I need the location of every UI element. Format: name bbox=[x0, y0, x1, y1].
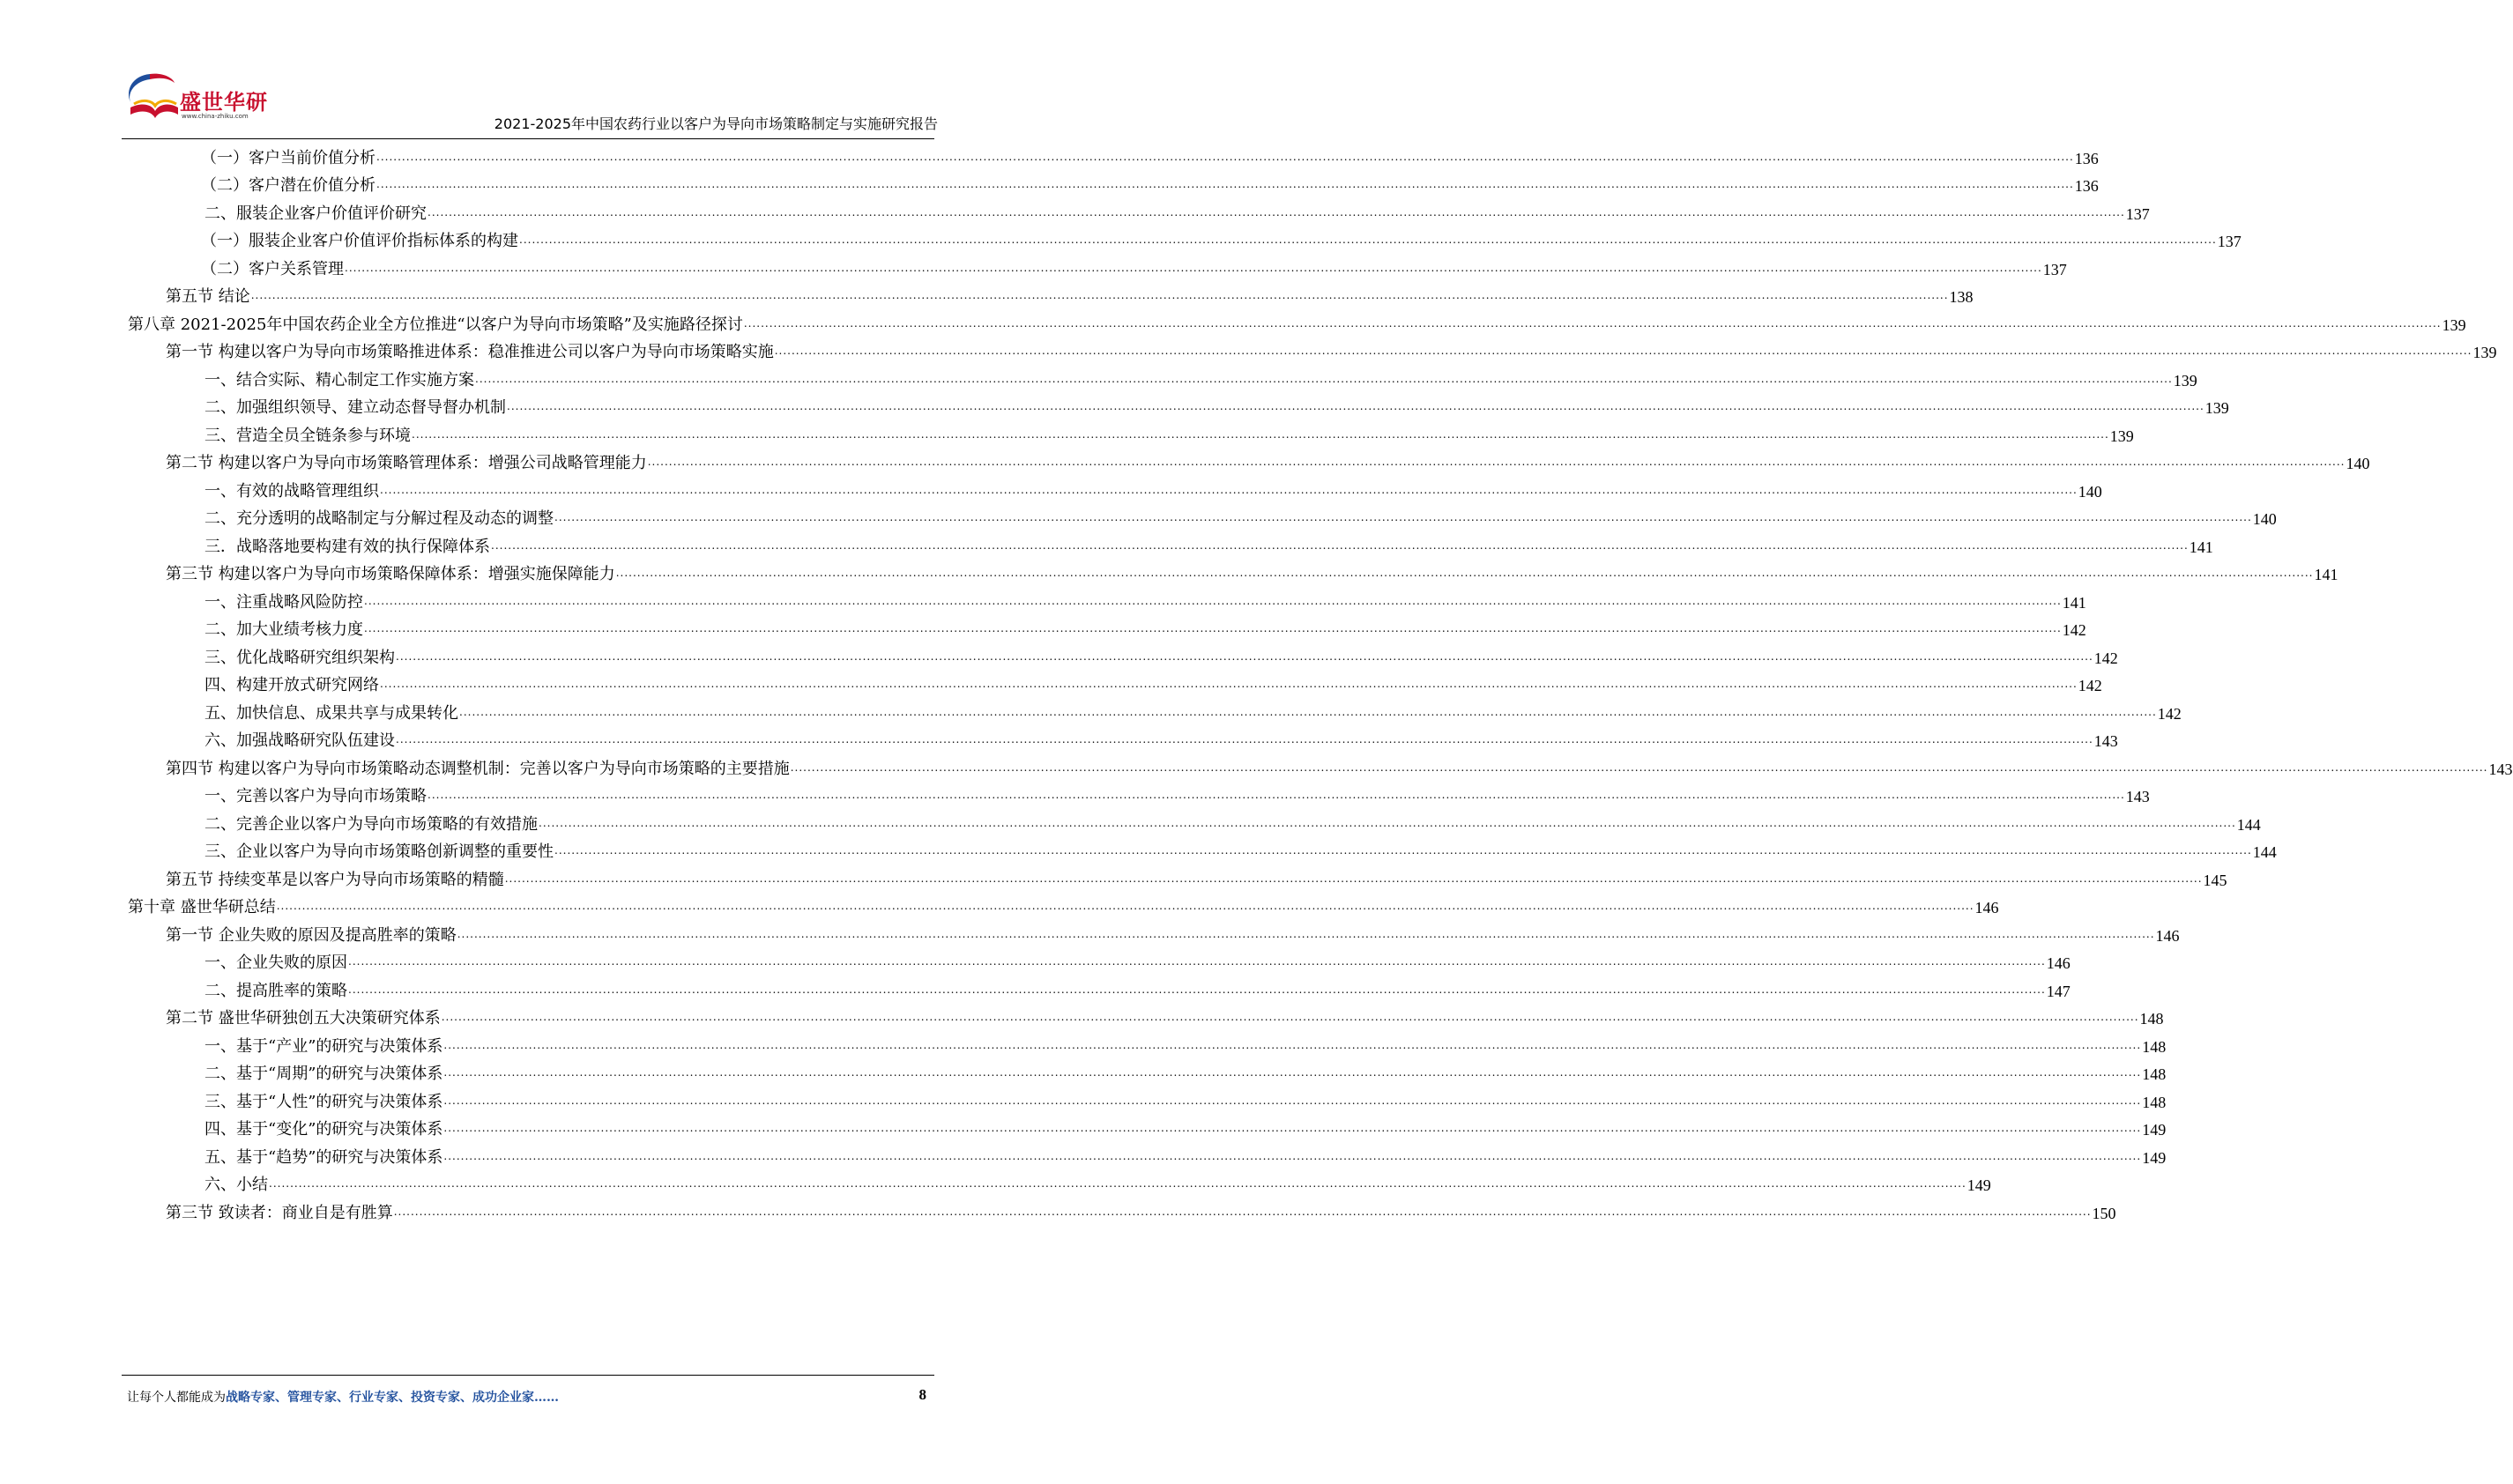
toc-leader-dots: ................................................................................................................................................................................................................................................................................................................................................................................................................ bbox=[364, 622, 2062, 634]
toc-entry-page: 148 bbox=[2142, 1093, 2167, 1111]
toc-entry-page: 144 bbox=[2252, 843, 2277, 862]
toc-entry-page: 137 bbox=[2217, 233, 2242, 251]
toc-entry[interactable] bbox=[204, 422, 2134, 450]
toc-entry-page: 146 bbox=[1974, 899, 1999, 917]
toc-entry-title: 四、构建开放式研究网络 bbox=[204, 676, 379, 695]
footer-divider bbox=[122, 1375, 934, 1376]
toc-entry-title: 第一节 企业失败的原因及提高胜率的策略 bbox=[166, 925, 457, 945]
header-divider bbox=[122, 138, 934, 139]
toc-leader-dots: ................................................................................................................................................................................................................................................................................................................................................................................................................ bbox=[507, 400, 2204, 412]
toc-entry[interactable] bbox=[166, 755, 2513, 783]
toc-entry-page: 139 bbox=[2173, 371, 2197, 390]
toc-entry[interactable] bbox=[204, 506, 2277, 534]
toc-leader-dots: ................................................................................................................................................................................................................................................................................................................................................................................................................ bbox=[615, 567, 2314, 579]
toc-entry-page: 148 bbox=[2139, 1010, 2164, 1028]
toc-leader-dots: ................................................................................................................................................................................................................................................................................................................................................................................................................ bbox=[443, 1149, 2142, 1162]
toc-entry[interactable] bbox=[166, 339, 2497, 367]
toc-entry-title: 第二节 盛世华研独创五大决策研究体系 bbox=[166, 1009, 441, 1028]
logo-url: www.china-zhiku.com bbox=[182, 113, 249, 120]
toc-entry-page: 142 bbox=[2157, 704, 2182, 723]
toc-entry-title: 二、加大业绩考核力度 bbox=[204, 620, 363, 640]
toc-entry-page: 144 bbox=[2236, 815, 2261, 834]
footer-slogan bbox=[127, 1388, 559, 1406]
toc-entry-title: 五、加快信息、成果共享与成果转化 bbox=[204, 703, 458, 723]
report-title: 2021-2025年中国农药行业以客户为导向市场策略制定与实施研究报告 bbox=[494, 115, 938, 132]
toc-entry[interactable] bbox=[204, 478, 2102, 506]
toc-entry-page: 141 bbox=[2314, 566, 2338, 584]
toc-entry[interactable] bbox=[204, 1088, 2167, 1117]
toc-leader-dots: ................................................................................................................................................................................................................................................................................................................................................................................................................ bbox=[269, 1177, 1967, 1190]
toc-entry[interactable] bbox=[204, 617, 2086, 645]
toc-entry-page: 149 bbox=[2142, 1148, 2167, 1167]
toc-entry[interactable] bbox=[166, 1199, 2116, 1228]
toc-entry[interactable] bbox=[204, 1033, 2167, 1061]
toc-leader-dots: ................................................................................................................................................................................................................................................................................................................................................................................................................ bbox=[790, 761, 2488, 774]
toc-entry[interactable] bbox=[201, 173, 2099, 201]
toc-entry[interactable] bbox=[166, 866, 2227, 894]
toc-leader-dots: ................................................................................................................................................................................................................................................................................................................................................................................................................ bbox=[554, 844, 2252, 857]
toc-entry-title: 三．战略落地要构建有效的执行保障体系 bbox=[204, 537, 490, 556]
toc-entry-page: 142 bbox=[2093, 649, 2118, 667]
toc-entry[interactable] bbox=[201, 256, 2067, 284]
toc-leader-dots: ................................................................................................................................................................................................................................................................................................................................................................................................................ bbox=[539, 816, 2236, 829]
toc-entry-page: 137 bbox=[2125, 204, 2150, 223]
toc-leader-dots: ................................................................................................................................................................................................................................................................................................................................................................................................................ bbox=[554, 511, 2252, 523]
footer-slogan-prefix: 让每个人都能成为 bbox=[127, 1391, 226, 1405]
toc-entry-title: （一）客户当前价值分析 bbox=[201, 148, 375, 167]
toc-entry-page: 143 bbox=[2093, 732, 2118, 751]
toc-entry-title: （一）服装企业客户价值评价指标体系的构建 bbox=[201, 232, 518, 251]
toc-leader-dots: ................................................................................................................................................................................................................................................................................................................................................................................................................ bbox=[396, 733, 2093, 746]
toc-entry-page: 139 bbox=[2109, 427, 2134, 445]
toc-entry-title: 二、服装企业客户价值评价研究 bbox=[204, 204, 427, 223]
toc-leader-dots: ................................................................................................................................................................................................................................................................................................................................................................................................................ bbox=[443, 1038, 2142, 1051]
toc-entry[interactable] bbox=[204, 1172, 1991, 1200]
toc-entry-page: 139 bbox=[2442, 315, 2466, 334]
company-logo bbox=[123, 69, 273, 130]
toc-entry-title: （二）客户潜在价值分析 bbox=[201, 176, 375, 196]
toc-entry-title: 第三节 致读者：商业自是有胜算 bbox=[166, 1203, 393, 1222]
toc-leader-dots: ................................................................................................................................................................................................................................................................................................................................................................................................................ bbox=[345, 261, 2042, 274]
toc-entry-title: 五、基于“趋势”的研究与决策体系 bbox=[204, 1147, 443, 1167]
toc-leader-dots: ................................................................................................................................................................................................................................................................................................................................................................................................................ bbox=[457, 927, 2155, 940]
toc-leader-dots: ................................................................................................................................................................................................................................................................................................................................................................................................................ bbox=[364, 594, 2062, 607]
toc-entry-title: 三、营造全员全链条参与环境 bbox=[204, 426, 411, 445]
toc-entry[interactable] bbox=[204, 1144, 2167, 1172]
toc-entry[interactable] bbox=[204, 589, 2086, 617]
toc-entry-title: 第四节 构建以客户为导向市场策略动态调整机制：完善以客户为导向市场策略的主要措施 bbox=[166, 759, 790, 778]
toc-entry-page: 140 bbox=[2252, 510, 2277, 529]
toc-entry[interactable] bbox=[204, 728, 2118, 756]
toc-entry[interactable] bbox=[204, 672, 2102, 701]
toc-entry-title: 三、优化战略研究组织架构 bbox=[204, 648, 395, 667]
toc-leader-dots: ................................................................................................................................................................................................................................................................................................................................................................................................................ bbox=[475, 372, 2173, 385]
toc-entry-page: 136 bbox=[2074, 177, 2099, 196]
toc-leader-dots: ................................................................................................................................................................................................................................................................................................................................................................................................................ bbox=[380, 678, 2078, 690]
toc-entry-title: 一、注重战略风险防控 bbox=[204, 592, 363, 612]
toc-entry-page: 139 bbox=[2472, 344, 2497, 362]
toc-entry-page: 147 bbox=[2046, 982, 2071, 1000]
toc-entry[interactable] bbox=[204, 1117, 2167, 1145]
toc-entry-title: 一、基于“产业”的研究与决策体系 bbox=[204, 1036, 443, 1056]
toc-leader-dots: ................................................................................................................................................................................................................................................................................................................................................................................................................ bbox=[396, 649, 2093, 663]
toc-entry-page: 149 bbox=[2142, 1121, 2167, 1139]
toc-entry-page: 142 bbox=[2062, 621, 2086, 640]
toc-entry-page: 142 bbox=[2078, 677, 2102, 695]
toc-leader-dots: ................................................................................................................................................................................................................................................................................................................................................................................................................ bbox=[412, 427, 2109, 441]
toc-entry-title: 一、结合实际、精心制定工作实施方案 bbox=[204, 370, 474, 390]
toc-entry-page: 146 bbox=[2046, 954, 2071, 973]
toc-leader-dots: ................................................................................................................................................................................................................................................................................................................................................................................................................ bbox=[348, 983, 2046, 996]
toc-entry[interactable] bbox=[204, 977, 2071, 1005]
toc-entry[interactable] bbox=[166, 450, 2370, 479]
toc-entry-title: 第二节 构建以客户为导向市场策略管理体系：增强公司战略管理能力 bbox=[166, 454, 647, 473]
toc-entry[interactable] bbox=[204, 783, 2150, 812]
toc-entry[interactable] bbox=[204, 644, 2118, 672]
toc-entry-page: 140 bbox=[2346, 455, 2370, 473]
toc-entry-page: 137 bbox=[2042, 260, 2067, 278]
toc-entry-page: 148 bbox=[2142, 1065, 2167, 1084]
toc-entry-title: 六、小结 bbox=[204, 1176, 268, 1195]
toc-leader-dots: ................................................................................................................................................................................................................................................................................................................................................................................................................ bbox=[519, 234, 2217, 246]
toc-entry-title: 第一节 构建以客户为导向市场策略推进体系：稳准推进公司以客户为导向市场策略实施 bbox=[166, 343, 774, 362]
toc-entry-title: 一、完善以客户为导向市场策略 bbox=[204, 787, 427, 806]
toc-entry-page: 145 bbox=[2203, 871, 2227, 889]
toc-entry-title: 二、完善企业以客户为导向市场策略的有效措施 bbox=[204, 814, 538, 834]
toc-entry-title: 第五节 结论 bbox=[166, 287, 250, 307]
toc-entry[interactable] bbox=[204, 200, 2150, 228]
toc-entry-page: 143 bbox=[2125, 788, 2150, 806]
toc-entry[interactable] bbox=[201, 228, 2242, 256]
toc-leader-dots: ................................................................................................................................................................................................................................................................................................................................................................................................................ bbox=[504, 872, 2203, 885]
toc-entry[interactable] bbox=[204, 811, 2261, 839]
toc-entry-title: （二）客户关系管理 bbox=[201, 259, 344, 278]
toc-leader-dots: ................................................................................................................................................................................................................................................................................................................................................................................................................ bbox=[743, 316, 2442, 330]
toc-entry-page: 139 bbox=[2204, 399, 2229, 418]
toc-entry-page: 150 bbox=[2092, 1204, 2116, 1222]
toc-entry-title: 四、基于“变化”的研究与决策体系 bbox=[204, 1120, 443, 1139]
toc-entry-page: 138 bbox=[1949, 288, 1974, 307]
toc-entry-title: 二、充分透明的战略制定与分解过程及动态的调整 bbox=[204, 509, 554, 529]
toc-leader-dots: ................................................................................................................................................................................................................................................................................................................................................................................................................ bbox=[376, 178, 2074, 190]
toc-entry-title: 三、基于“人性”的研究与决策体系 bbox=[204, 1092, 443, 1111]
toc-entry-title: 二、基于“周期”的研究与决策体系 bbox=[204, 1065, 443, 1084]
toc-entry-title: 二、提高胜率的策略 bbox=[204, 981, 347, 1000]
toc-entry[interactable] bbox=[204, 839, 2277, 867]
book-swoosh-logo-icon bbox=[123, 69, 185, 123]
toc-leader-dots: ................................................................................................................................................................................................................................................................................................................................................................................................................ bbox=[393, 1205, 2092, 1218]
toc-entry-page: 146 bbox=[2155, 926, 2180, 945]
toc-entry[interactable] bbox=[166, 284, 1974, 312]
toc-leader-dots: ................................................................................................................................................................................................................................................................................................................................................................................................................ bbox=[428, 789, 2125, 801]
toc-entry[interactable] bbox=[204, 533, 2213, 561]
toc-entry[interactable] bbox=[166, 922, 2180, 950]
toc-leader-dots: ................................................................................................................................................................................................................................................................................................................................................................................................................ bbox=[348, 955, 2046, 968]
toc-entry-title: 六、加强战略研究队伍建设 bbox=[204, 731, 395, 751]
toc-leader-dots: ................................................................................................................................................................................................................................................................................................................................................................................................................ bbox=[443, 1094, 2142, 1107]
toc-entry-page: 148 bbox=[2142, 1037, 2167, 1056]
toc-entry-page: 136 bbox=[2074, 149, 2099, 167]
toc-leader-dots: ................................................................................................................................................................................................................................................................................................................................................................................................................ bbox=[441, 1011, 2139, 1023]
toc-entry-title: 第三节 构建以客户为导向市场策略保障体系：增强实施保障能力 bbox=[166, 565, 615, 584]
toc-leader-dots: ................................................................................................................................................................................................................................................................................................................................................................................................................ bbox=[443, 1066, 2142, 1079]
toc-entry-title: 第八章 2021-2025年中国农药企业全方位推进“以客户为导向市场策略”及实施路径探讨 bbox=[128, 315, 743, 334]
toc-leader-dots: ................................................................................................................................................................................................................................................................................................................................................................................................................ bbox=[443, 1122, 2142, 1134]
toc-entry[interactable] bbox=[204, 700, 2182, 728]
toc-entry-page: 140 bbox=[2078, 482, 2102, 501]
toc-leader-dots: ................................................................................................................................................................................................................................................................................................................................................................................................................ bbox=[647, 456, 2346, 468]
page-number: 8 bbox=[918, 1386, 926, 1403]
toc-entry[interactable] bbox=[128, 894, 1999, 923]
toc-entry-title: 一、有效的战略管理组织 bbox=[204, 481, 379, 501]
toc-entry[interactable] bbox=[204, 367, 2197, 395]
toc-leader-dots: ................................................................................................................................................................................................................................................................................................................................................................................................................ bbox=[428, 205, 2125, 219]
toc-leader-dots: ................................................................................................................................................................................................................................................................................................................................................................................................................ bbox=[459, 705, 2157, 718]
logo-name: 盛世华研 bbox=[180, 90, 268, 115]
toc-leader-dots: ................................................................................................................................................................................................................................................................................................................................................................................................................ bbox=[276, 900, 1974, 912]
toc-entry-page: 143 bbox=[2488, 760, 2513, 778]
toc-entry-title: 第五节 持续变革是以客户为导向市场策略的精髓 bbox=[166, 870, 504, 889]
toc-entry[interactable] bbox=[204, 1061, 2167, 1089]
toc-entry-page: 141 bbox=[2062, 593, 2086, 612]
toc-entry-page: 149 bbox=[1967, 1176, 1991, 1195]
toc-entry-title: 二、加强组织领导、建立动态督导督办机制 bbox=[204, 398, 506, 418]
toc-entry-title: 第十章 盛世华研总结 bbox=[128, 898, 276, 917]
toc-leader-dots: ................................................................................................................................................................................................................................................................................................................................................................................................................ bbox=[250, 289, 1949, 301]
toc-entry-page: 141 bbox=[2189, 538, 2213, 556]
footer-slogan-highlight: 战略专家、管理专家、行业专家、投资专家、成功企业家…… bbox=[226, 1391, 559, 1405]
toc-entry-title: 一、企业失败的原因 bbox=[204, 953, 347, 973]
toc-leader-dots: ................................................................................................................................................................................................................................................................................................................................................................................................................ bbox=[491, 538, 2189, 552]
toc-entry[interactable] bbox=[204, 950, 2071, 978]
toc-entry[interactable] bbox=[128, 311, 2466, 339]
toc-leader-dots: ................................................................................................................................................................................................................................................................................................................................................................................................................ bbox=[376, 150, 2074, 163]
toc-entry[interactable] bbox=[166, 561, 2338, 590]
toc-entry[interactable] bbox=[201, 145, 2099, 173]
toc-entry[interactable] bbox=[204, 395, 2229, 423]
toc-leader-dots: ................................................................................................................................................................................................................................................................................................................................................................................................................ bbox=[380, 483, 2078, 496]
toc-entry[interactable] bbox=[166, 1005, 2164, 1034]
toc-leader-dots: ................................................................................................................................................................................................................................................................................................................................................................................................................ bbox=[774, 345, 2472, 357]
toc-entry-title: 三、企业以客户为导向市场策略创新调整的重要性 bbox=[204, 842, 554, 862]
